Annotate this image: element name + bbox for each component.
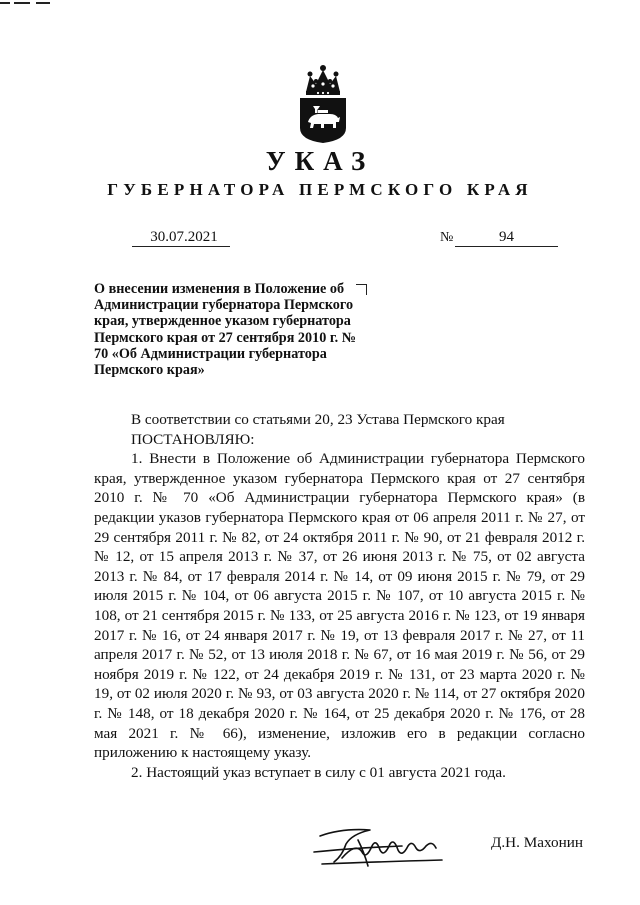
item-1-paragraph: 1. Внести в Положение об Администрации губернатора Пермского края, утвержденное указом губернатора Пермского края от 27 сентября 2010 г. № 70 «Об Администрации губернатора Пермского края» (в редакции указов губернатора Пермского края от 06 апреля 2011 г. № 27, от 29 сентября 2011 г. № 82, от 24 октября 2011 г. № 90, от 21 февраля 2012 г. № 12, от 15 апреля 2013 г. № 37, от 26 июня 2013 г. № 75, от 02 августа 2013 г. № 84, от 17 февраля 2014 г. № 14, от 09 июня 2015 г. № 79, от 29 июля 2015 г. № 104, от 06 августа 2015 г. № 107, от 10 августа 2015 г. № 108, от 21 сентября 2015 г. № 133, от 25 августа 2016 г. № 123, от 19 января 2017 г. № 16, от 24 января 2017 г. № 19, от 13 февраля 2017 г. № 27, от 11 апреля 2017 г. № 52, от 13 июля 2018 г. № 67, от 16 мая 2019 г. № 56, от 29 ноября 2019 г. № 122, от 24 декабря 2019 г. № 131, от 23 марта 2020 г. № 19, от 02 июля 2020 г. № 93, от 03 августа 2020 г. № 114, от 27 октября 2020 г. № 148, от 18 декабря 2020 г. № 164, от 25 декабря 2020 г. № 176, от 28 мая 2021 г. № 66), изменение, изложив его в редакции согласно приложению к настоящему указу. xyxy=(94,450,585,762)
document-number: 94 xyxy=(455,228,558,247)
document-subject: О внесении изменения в Положение об Администрации губернатора Пермского края, утвержденное указом губернатора Пермского края от 27 сентября 2010 г. № 70 «Об Администрации губернатора Пермского края» xyxy=(94,281,357,379)
decree-word: ПОСТАНОВЛЯЮ: xyxy=(131,430,255,448)
basis-paragraph: В соответствии со статьями 20, 23 Устава Пермского края xyxy=(131,411,505,428)
document-date: 30.07.2021 xyxy=(132,228,230,247)
signature-scribble xyxy=(312,822,452,870)
document-body xyxy=(94,410,585,782)
signer-name: Д.Н. Махонин xyxy=(491,834,583,851)
item-2-paragraph: 2. Настоящий указ вступает в силу с 01 августа 2021 года. xyxy=(131,763,506,781)
perm-coat-of-arms-icon xyxy=(296,62,350,144)
subject-corner-mark xyxy=(356,284,367,295)
number-label: № xyxy=(440,230,454,245)
scan-marks xyxy=(0,0,80,6)
document-title: УКАЗ xyxy=(265,146,375,176)
document-subtitle: ГУБЕРНАТОРА ПЕРМСКОГО КРАЯ xyxy=(107,180,533,199)
